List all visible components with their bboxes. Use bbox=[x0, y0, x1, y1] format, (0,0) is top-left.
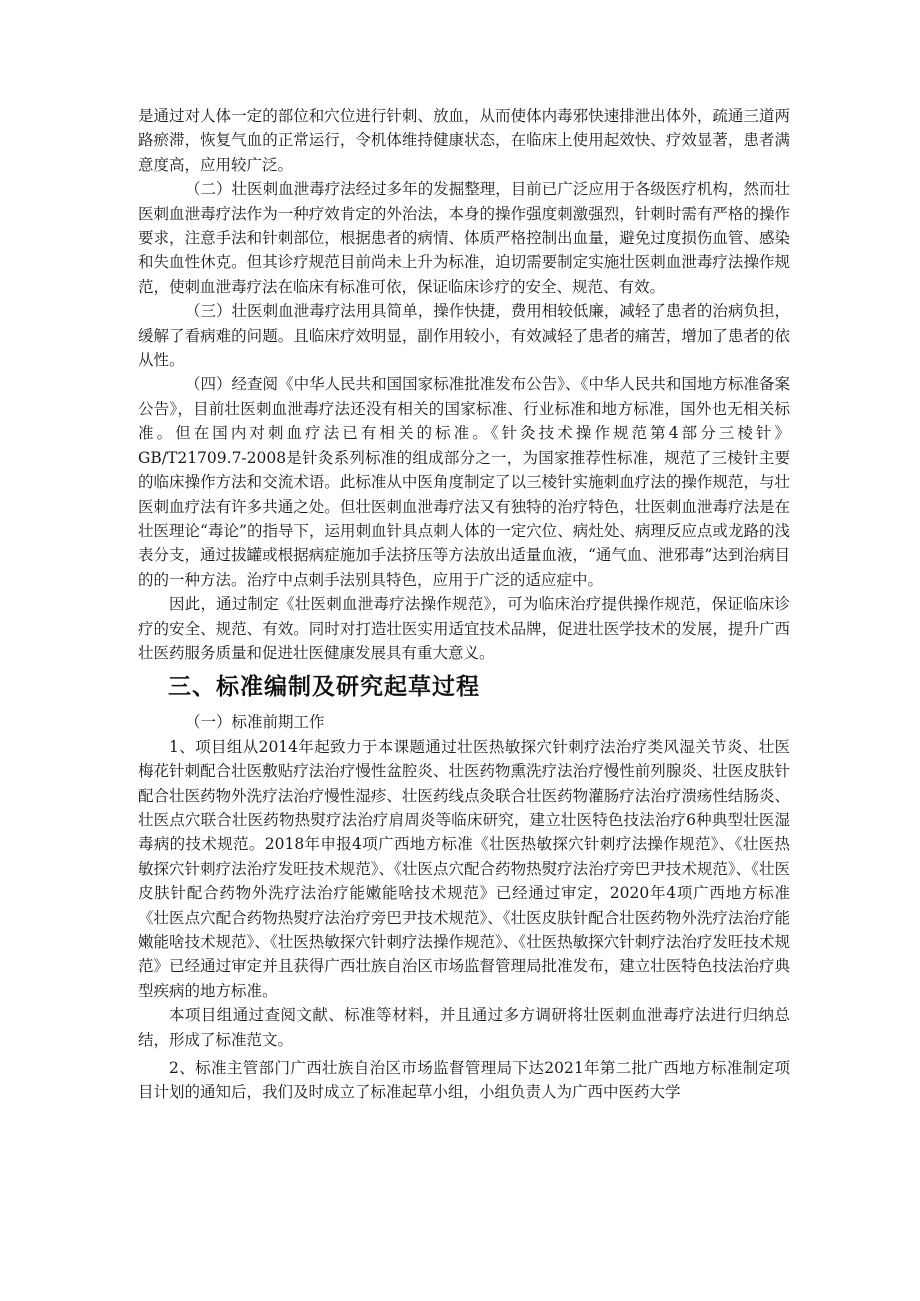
paragraph-8: 2、标准主管部门广西壮族自治区市场监督管理局下达2021年第二批广西地方标准制定项目计划的通知后，我们及时成立了标准起草小组，小组负责人为广西中医药大学 bbox=[138, 1059, 790, 1102]
document-page bbox=[138, 104, 790, 1105]
intro-paragraph: 是通过对人体一定的部位和穴位进行针刺、放血，从而使体内毒邪快速排泄出体外，疏通三道两路瘀滞，恢复气血的正常运行，令机体维持健康状态，在临床上使用起效快、疗效显著，患者满意度高，应用较广泛。 bbox=[138, 107, 790, 174]
paragraph-2: （二）壮医刺血泄毒疗法经过多年的发掘整理，目前已广泛应用于各级医疗机构，然而壮医刺血泄毒疗法作为一种疗效肯定的外治法，本身的操作强度刺激强烈，针刺时需有严格的操作要求，注意手法和针刺部位，根据患者的病情、体质严格控制出血量，避免过度损伤血管、感染和失血性休克。但其诊疗规范目前尚未上升为标准，迫切需要制定实施壮医刺血泄毒疗法操作规范，使刺血泄毒疗法在临床有标准可依，保证临床诊疗的安全、规范、有效。 bbox=[138, 180, 790, 296]
section-heading: 三、标准编制及研究起草过程 bbox=[168, 674, 480, 701]
paragraph-3: （三）壮医刺血泄毒疗法用具简单，操作快捷，费用相较低廉，减轻了患者的治病负担，缓解了看病难的问题。且临床疗效明显，副作用较小，有效减轻了患者的痛苦，增加了患者的依从性。 bbox=[138, 302, 790, 370]
paragraph-5: 因此，通过制定《壮医刺血泄毒疗法操作规范》，可为临床治疗提供操作规范，保证临床诊疗的安全、规范、有效。同时对打造壮医实用适宜技术品牌，促进壮医学技术的发展，提升广西壮医药服务质量和促进壮医健康发展具有重大意义。 bbox=[138, 595, 790, 662]
paragraph-4: （四）经查阅《中华人民共和国国家标准批准发布公告》、《中华人民共和国地方标准备案公告》，目前壮医刺血泄毒疗法还没有相关的国家标准、行业标准和地方标准，国外也无相关标准。但在国内对刺血疗法已有相关的标准。《针灸技术操作规范第4部分三棱针》GB/T21709.7-2008是针灸系列标准的组成部分之一，为国家推荐性标准，规范了三棱针主要的临床操作方法和交流术语。此标准从中医角度制定了以三棱针实施刺血疗法的操作规范，与壮医刺血疗法有许多共通之处。但壮医刺血泄毒疗法又有独特的治疗特色，壮医刺血泄毒疗法是在壮医理论“毒论”的指导下，运用刺血针具点刺人体的一定穴位、病灶处、病理反应点或龙路的浅表分支，通过拔罐或根据病症施加手法挤压等方法放出适量血液，“通气血、泄邪毒”达到治病目的的一种方法。治疗中点刺手法别具特色，应用于广泛的适应症中。 bbox=[138, 375, 790, 589]
paragraph-7: 本项目组通过查阅文献、标准等材料，并且通过多方调研将壮医刺血泄毒疗法进行归纳总结，形成了标准范文。 bbox=[138, 1006, 790, 1049]
paragraph-6: 1、项目组从2014年起致力于本课题通过壮医热敏探穴针刺疗法治疗类风湿关节炎、壮医梅花针刺配合壮医敷贴疗法治疗慢性盆腔炎、壮医药物熏洗疗法治疗慢性前列腺炎、壮医皮肤针配合壮医药物外洗疗法治疗慢性湿疹、壮医药线点灸联合壮医药物灌肠疗法治疗溃疡性结肠炎、壮医点穴联合壮医药物热熨疗法治疗肩周炎等临床研究，建立壮医特色技法治疗6种典型壮医湿毒病的技术规范。2018年申报4项广西地方标准《壮医热敏探穴针刺疗法操作规范》、《壮医热敏探穴针刺疗法治疗发旺技术规范》、《壮医点穴配合药物热熨疗法治疗旁巴尹技术规范》、《壮医皮肤针配合药物外洗疗法治疗能嫩能啥技术规范》已经通过审定，2020年4项广西地方标准《壮医点穴配合药物热熨疗法治疗旁巴尹技术规范》、《壮医皮肤针配合壮医药物外洗疗法治疗能嫩能啥技术规范》、《壮医热敏探穴针刺疗法操作规范》、《壮医热敏探穴针刺疗法治疗发旺技术规范》已经通过审定并且获得广西壮族自治区市场监督管理局批准发布，建立壮医特色技法治疗典型疾病的地方标准。 bbox=[138, 737, 790, 1000]
sub-heading: （一）标准前期工作 bbox=[185, 713, 325, 732]
